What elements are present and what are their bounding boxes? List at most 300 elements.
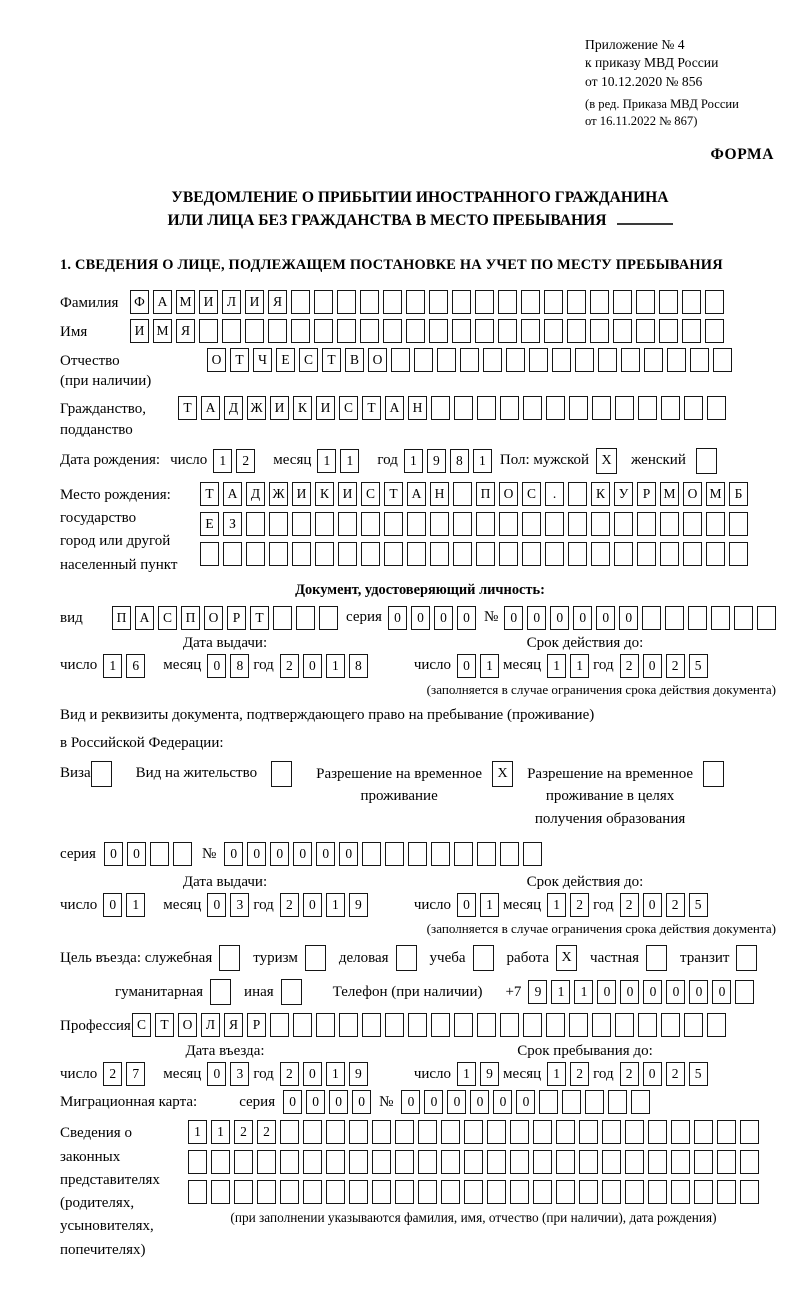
char-cell[interactable] <box>521 290 540 314</box>
char-cell[interactable]: А <box>153 290 172 314</box>
char-cell[interactable] <box>579 1180 598 1204</box>
char-cell[interactable] <box>659 319 678 343</box>
char-cell[interactable] <box>211 1180 230 1204</box>
char-cell[interactable] <box>430 542 449 566</box>
char-cell[interactable]: 0 <box>689 980 708 1004</box>
char-cell[interactable] <box>293 1013 312 1037</box>
char-cell[interactable] <box>326 1150 345 1174</box>
char-cell[interactable] <box>556 1180 575 1204</box>
char-cell[interactable] <box>615 1013 634 1037</box>
char-cell[interactable]: 8 <box>230 654 249 678</box>
char-cell[interactable] <box>407 542 426 566</box>
char-cell[interactable]: 0 <box>127 842 146 866</box>
char-cell[interactable] <box>522 512 541 536</box>
char-cell[interactable]: Л <box>222 290 241 314</box>
char-cell[interactable]: 0 <box>401 1090 420 1114</box>
char-cell[interactable] <box>150 842 169 866</box>
char-cell[interactable] <box>568 512 587 536</box>
char-cell[interactable] <box>545 512 564 536</box>
char-cell[interactable] <box>590 319 609 343</box>
char-cell[interactable]: М <box>660 482 679 506</box>
char-cell[interactable]: 2 <box>666 654 685 678</box>
char-cell[interactable] <box>510 1120 529 1144</box>
char-cell[interactable] <box>523 396 542 420</box>
char-cell[interactable] <box>613 290 632 314</box>
char-cell[interactable]: В <box>345 348 364 372</box>
char-cell[interactable]: Т <box>178 396 197 420</box>
char-cell[interactable] <box>408 842 427 866</box>
char-cell[interactable] <box>638 396 657 420</box>
char-cell[interactable] <box>303 1150 322 1174</box>
char-cell[interactable] <box>303 1180 322 1204</box>
char-cell[interactable]: 0 <box>303 1062 322 1086</box>
char-cell[interactable]: Р <box>247 1013 266 1037</box>
char-cell[interactable] <box>567 290 586 314</box>
char-cell[interactable] <box>592 1013 611 1037</box>
char-cell[interactable] <box>339 1013 358 1037</box>
char-cell[interactable] <box>338 542 357 566</box>
char-cell[interactable]: 0 <box>411 606 430 630</box>
char-cell[interactable]: О <box>207 348 226 372</box>
char-cell[interactable] <box>579 1150 598 1174</box>
char-cell[interactable] <box>246 512 265 536</box>
char-cell[interactable] <box>614 512 633 536</box>
char-cell[interactable] <box>361 542 380 566</box>
char-cell[interactable] <box>615 396 634 420</box>
char-cell[interactable] <box>441 1180 460 1204</box>
temp-residence-checkbox[interactable]: X <box>492 761 513 787</box>
char-cell[interactable]: О <box>499 482 518 506</box>
char-cell[interactable]: 0 <box>388 606 407 630</box>
char-cell[interactable]: И <box>316 396 335 420</box>
char-cell[interactable] <box>280 1180 299 1204</box>
char-cell[interactable]: И <box>292 482 311 506</box>
char-cell[interactable] <box>391 348 410 372</box>
sex-female-checkbox[interactable] <box>696 448 717 474</box>
char-cell[interactable] <box>591 512 610 536</box>
char-cell[interactable] <box>705 319 724 343</box>
char-cell[interactable] <box>418 1120 437 1144</box>
char-cell[interactable]: 0 <box>550 606 569 630</box>
char-cell[interactable] <box>621 348 640 372</box>
char-cell[interactable]: З <box>223 512 242 536</box>
purpose-transit-checkbox[interactable] <box>736 945 757 971</box>
char-cell[interactable] <box>476 512 495 536</box>
char-cell[interactable]: 2 <box>103 1062 122 1086</box>
char-cell[interactable] <box>453 542 472 566</box>
char-cell[interactable]: И <box>130 319 149 343</box>
char-cell[interactable] <box>477 842 496 866</box>
char-cell[interactable] <box>487 1120 506 1144</box>
char-cell[interactable] <box>533 1150 552 1174</box>
char-cell[interactable] <box>453 512 472 536</box>
char-cell[interactable] <box>546 1013 565 1037</box>
char-cell[interactable] <box>292 512 311 536</box>
char-cell[interactable]: Т <box>155 1013 174 1037</box>
char-cell[interactable]: 1 <box>213 449 232 473</box>
char-cell[interactable] <box>222 319 241 343</box>
char-cell[interactable]: Я <box>268 290 287 314</box>
char-cell[interactable] <box>591 542 610 566</box>
char-cell[interactable]: 8 <box>349 654 368 678</box>
char-cell[interactable]: 1 <box>326 1062 345 1086</box>
char-cell[interactable]: 1 <box>317 449 336 473</box>
char-cell[interactable] <box>671 1180 690 1204</box>
char-cell[interactable]: 0 <box>619 606 638 630</box>
purpose-other-checkbox[interactable] <box>281 979 302 1005</box>
char-cell[interactable]: О <box>683 482 702 506</box>
char-cell[interactable] <box>418 1180 437 1204</box>
char-cell[interactable]: 0 <box>712 980 731 1004</box>
char-cell[interactable] <box>234 1150 253 1174</box>
char-cell[interactable] <box>477 396 496 420</box>
char-cell[interactable] <box>349 1120 368 1144</box>
char-cell[interactable]: 0 <box>493 1090 512 1114</box>
char-cell[interactable] <box>529 348 548 372</box>
char-cell[interactable]: П <box>112 606 131 630</box>
char-cell[interactable]: С <box>361 482 380 506</box>
char-cell[interactable] <box>338 512 357 536</box>
purpose-private-checkbox[interactable] <box>646 945 667 971</box>
char-cell[interactable] <box>579 1120 598 1144</box>
char-cell[interactable] <box>568 542 587 566</box>
char-cell[interactable] <box>590 290 609 314</box>
char-cell[interactable]: 1 <box>188 1120 207 1144</box>
char-cell[interactable]: И <box>338 482 357 506</box>
char-cell[interactable] <box>707 396 726 420</box>
char-cell[interactable] <box>211 1150 230 1174</box>
edu-residence-checkbox[interactable] <box>703 761 724 787</box>
char-cell[interactable] <box>337 319 356 343</box>
char-cell[interactable] <box>499 542 518 566</box>
char-cell[interactable] <box>500 842 519 866</box>
char-cell[interactable]: 2 <box>620 893 639 917</box>
char-cell[interactable]: Н <box>430 482 449 506</box>
char-cell[interactable] <box>638 1013 657 1037</box>
char-cell[interactable]: Р <box>637 482 656 506</box>
char-cell[interactable] <box>544 319 563 343</box>
char-cell[interactable]: Е <box>276 348 295 372</box>
char-cell[interactable] <box>717 1180 736 1204</box>
char-cell[interactable]: О <box>368 348 387 372</box>
char-cell[interactable] <box>694 1120 713 1144</box>
char-cell[interactable] <box>326 1120 345 1144</box>
char-cell[interactable] <box>464 1150 483 1174</box>
char-cell[interactable] <box>384 542 403 566</box>
char-cell[interactable]: Е <box>200 512 219 536</box>
char-cell[interactable] <box>407 512 426 536</box>
char-cell[interactable]: 0 <box>643 1062 662 1086</box>
char-cell[interactable] <box>408 1013 427 1037</box>
char-cell[interactable] <box>734 606 753 630</box>
char-cell[interactable]: 3 <box>230 1062 249 1086</box>
purpose-work-checkbox[interactable]: X <box>556 945 577 971</box>
char-cell[interactable]: Т <box>250 606 269 630</box>
char-cell[interactable]: С <box>522 482 541 506</box>
char-cell[interactable]: 9 <box>480 1062 499 1086</box>
char-cell[interactable]: 0 <box>352 1090 371 1114</box>
char-cell[interactable]: 1 <box>551 980 570 1004</box>
char-cell[interactable]: Н <box>408 396 427 420</box>
char-cell[interactable]: 1 <box>547 654 566 678</box>
char-cell[interactable] <box>631 1090 650 1114</box>
char-cell[interactable] <box>475 319 494 343</box>
char-cell[interactable] <box>349 1180 368 1204</box>
char-cell[interactable] <box>360 290 379 314</box>
char-cell[interactable]: И <box>199 290 218 314</box>
char-cell[interactable]: 1 <box>404 449 423 473</box>
char-cell[interactable]: М <box>153 319 172 343</box>
char-cell[interactable]: Ч <box>253 348 272 372</box>
char-cell[interactable] <box>585 1090 604 1114</box>
char-cell[interactable]: 2 <box>666 893 685 917</box>
char-cell[interactable] <box>452 290 471 314</box>
char-cell[interactable] <box>562 1090 581 1114</box>
char-cell[interactable]: С <box>339 396 358 420</box>
char-cell[interactable]: У <box>614 482 633 506</box>
char-cell[interactable]: Т <box>200 482 219 506</box>
char-cell[interactable]: И <box>245 290 264 314</box>
char-cell[interactable]: 0 <box>620 980 639 1004</box>
char-cell[interactable]: 0 <box>470 1090 489 1114</box>
char-cell[interactable] <box>648 1120 667 1144</box>
char-cell[interactable]: 1 <box>547 1062 566 1086</box>
char-cell[interactable] <box>349 1150 368 1174</box>
char-cell[interactable]: Л <box>201 1013 220 1037</box>
char-cell[interactable] <box>523 1013 542 1037</box>
char-cell[interactable] <box>500 396 519 420</box>
char-cell[interactable]: 0 <box>303 654 322 678</box>
char-cell[interactable]: О <box>204 606 223 630</box>
char-cell[interactable] <box>510 1150 529 1174</box>
char-cell[interactable] <box>711 606 730 630</box>
char-cell[interactable] <box>257 1150 276 1174</box>
char-cell[interactable] <box>682 319 701 343</box>
char-cell[interactable] <box>552 348 571 372</box>
char-cell[interactable] <box>487 1180 506 1204</box>
char-cell[interactable]: 0 <box>207 1062 226 1086</box>
char-cell[interactable] <box>429 319 448 343</box>
char-cell[interactable]: Ж <box>247 396 266 420</box>
char-cell[interactable] <box>522 542 541 566</box>
char-cell[interactable] <box>614 542 633 566</box>
char-cell[interactable] <box>694 1180 713 1204</box>
char-cell[interactable] <box>568 482 587 506</box>
char-cell[interactable]: Я <box>176 319 195 343</box>
char-cell[interactable] <box>690 348 709 372</box>
char-cell[interactable] <box>414 348 433 372</box>
char-cell[interactable]: 0 <box>329 1090 348 1114</box>
char-cell[interactable]: 5 <box>689 893 708 917</box>
char-cell[interactable] <box>385 842 404 866</box>
char-cell[interactable]: 1 <box>547 893 566 917</box>
char-cell[interactable]: 1 <box>570 654 589 678</box>
char-cell[interactable] <box>280 1120 299 1144</box>
char-cell[interactable]: 2 <box>280 654 299 678</box>
char-cell[interactable]: 2 <box>570 1062 589 1086</box>
char-cell[interactable]: 0 <box>293 842 312 866</box>
char-cell[interactable] <box>636 290 655 314</box>
char-cell[interactable] <box>545 542 564 566</box>
char-cell[interactable] <box>257 1180 276 1204</box>
char-cell[interactable]: Б <box>729 482 748 506</box>
char-cell[interactable]: 0 <box>643 654 662 678</box>
char-cell[interactable] <box>245 319 264 343</box>
char-cell[interactable] <box>269 512 288 536</box>
char-cell[interactable] <box>498 319 517 343</box>
char-cell[interactable] <box>660 512 679 536</box>
char-cell[interactable] <box>569 396 588 420</box>
char-cell[interactable]: 0 <box>207 893 226 917</box>
char-cell[interactable] <box>569 1013 588 1037</box>
char-cell[interactable] <box>316 1013 335 1037</box>
char-cell[interactable] <box>544 290 563 314</box>
char-cell[interactable] <box>660 542 679 566</box>
char-cell[interactable]: 2 <box>234 1120 253 1144</box>
char-cell[interactable] <box>188 1180 207 1204</box>
char-cell[interactable] <box>268 319 287 343</box>
visa-checkbox[interactable] <box>91 761 112 787</box>
char-cell[interactable]: 0 <box>596 606 615 630</box>
char-cell[interactable] <box>362 1013 381 1037</box>
char-cell[interactable] <box>661 396 680 420</box>
char-cell[interactable] <box>361 512 380 536</box>
char-cell[interactable]: 1 <box>574 980 593 1004</box>
char-cell[interactable] <box>475 290 494 314</box>
char-cell[interactable] <box>521 319 540 343</box>
char-cell[interactable] <box>644 348 663 372</box>
char-cell[interactable]: 7 <box>126 1062 145 1086</box>
char-cell[interactable] <box>740 1150 759 1174</box>
char-cell[interactable]: 1 <box>480 654 499 678</box>
char-cell[interactable] <box>362 842 381 866</box>
char-cell[interactable] <box>713 348 732 372</box>
char-cell[interactable] <box>539 1090 558 1114</box>
char-cell[interactable] <box>729 512 748 536</box>
char-cell[interactable] <box>315 542 334 566</box>
char-cell[interactable]: Т <box>322 348 341 372</box>
char-cell[interactable]: 2 <box>666 1062 685 1086</box>
char-cell[interactable] <box>706 542 725 566</box>
char-cell[interactable] <box>454 842 473 866</box>
char-cell[interactable]: 9 <box>349 1062 368 1086</box>
char-cell[interactable]: 1 <box>211 1120 230 1144</box>
char-cell[interactable] <box>296 606 315 630</box>
char-cell[interactable] <box>506 348 525 372</box>
char-cell[interactable] <box>269 542 288 566</box>
char-cell[interactable] <box>384 512 403 536</box>
char-cell[interactable] <box>406 319 425 343</box>
purpose-humanitarian-checkbox[interactable] <box>210 979 231 1005</box>
char-cell[interactable] <box>637 542 656 566</box>
char-cell[interactable] <box>454 1013 473 1037</box>
char-cell[interactable] <box>665 606 684 630</box>
char-cell[interactable]: А <box>223 482 242 506</box>
char-cell[interactable] <box>441 1120 460 1144</box>
char-cell[interactable] <box>546 396 565 420</box>
char-cell[interactable] <box>613 319 632 343</box>
char-cell[interactable]: К <box>315 482 334 506</box>
char-cell[interactable] <box>314 319 333 343</box>
char-cell[interactable]: 0 <box>573 606 592 630</box>
char-cell[interactable] <box>429 290 448 314</box>
char-cell[interactable] <box>270 1013 289 1037</box>
char-cell[interactable] <box>487 1150 506 1174</box>
char-cell[interactable] <box>315 512 334 536</box>
char-cell[interactable] <box>499 512 518 536</box>
char-cell[interactable] <box>602 1150 621 1174</box>
char-cell[interactable]: 9 <box>349 893 368 917</box>
char-cell[interactable]: 8 <box>450 449 469 473</box>
char-cell[interactable]: 0 <box>666 980 685 1004</box>
char-cell[interactable] <box>383 319 402 343</box>
char-cell[interactable] <box>464 1120 483 1144</box>
char-cell[interactable] <box>441 1150 460 1174</box>
char-cell[interactable] <box>431 1013 450 1037</box>
char-cell[interactable] <box>602 1180 621 1204</box>
residence-permit-checkbox[interactable] <box>271 761 292 787</box>
char-cell[interactable]: 0 <box>224 842 243 866</box>
purpose-tourism-checkbox[interactable] <box>305 945 326 971</box>
char-cell[interactable] <box>637 512 656 536</box>
char-cell[interactable]: 0 <box>457 893 476 917</box>
char-cell[interactable]: 2 <box>257 1120 276 1144</box>
char-cell[interactable]: 0 <box>504 606 523 630</box>
char-cell[interactable]: 9 <box>427 449 446 473</box>
char-cell[interactable] <box>372 1150 391 1174</box>
char-cell[interactable]: 0 <box>597 980 616 1004</box>
purpose-study-checkbox[interactable] <box>473 945 494 971</box>
char-cell[interactable]: 1 <box>473 449 492 473</box>
char-cell[interactable] <box>661 1013 680 1037</box>
char-cell[interactable] <box>360 319 379 343</box>
char-cell[interactable]: 0 <box>247 842 266 866</box>
char-cell[interactable]: 2 <box>620 1062 639 1086</box>
char-cell[interactable] <box>498 290 517 314</box>
char-cell[interactable]: 1 <box>326 893 345 917</box>
char-cell[interactable] <box>682 290 701 314</box>
char-cell[interactable]: 0 <box>457 606 476 630</box>
char-cell[interactable] <box>735 980 754 1004</box>
char-cell[interactable]: 5 <box>689 1062 708 1086</box>
char-cell[interactable]: М <box>176 290 195 314</box>
char-cell[interactable] <box>567 319 586 343</box>
char-cell[interactable] <box>642 606 661 630</box>
sex-male-checkbox[interactable]: X <box>596 448 617 474</box>
char-cell[interactable] <box>483 348 502 372</box>
char-cell[interactable]: 0 <box>434 606 453 630</box>
char-cell[interactable] <box>705 290 724 314</box>
char-cell[interactable] <box>234 1180 253 1204</box>
char-cell[interactable] <box>510 1180 529 1204</box>
char-cell[interactable]: 2 <box>570 893 589 917</box>
char-cell[interactable] <box>372 1120 391 1144</box>
char-cell[interactable]: 0 <box>316 842 335 866</box>
char-cell[interactable]: К <box>293 396 312 420</box>
char-cell[interactable] <box>395 1180 414 1204</box>
char-cell[interactable] <box>246 542 265 566</box>
char-cell[interactable]: 0 <box>643 980 662 1004</box>
purpose-official-checkbox[interactable] <box>219 945 240 971</box>
char-cell[interactable] <box>337 290 356 314</box>
char-cell[interactable]: 0 <box>457 654 476 678</box>
char-cell[interactable] <box>671 1150 690 1174</box>
char-cell[interactable] <box>707 1013 726 1037</box>
char-cell[interactable]: 2 <box>620 654 639 678</box>
char-cell[interactable] <box>556 1150 575 1174</box>
char-cell[interactable]: Д <box>224 396 243 420</box>
char-cell[interactable]: Т <box>384 482 403 506</box>
